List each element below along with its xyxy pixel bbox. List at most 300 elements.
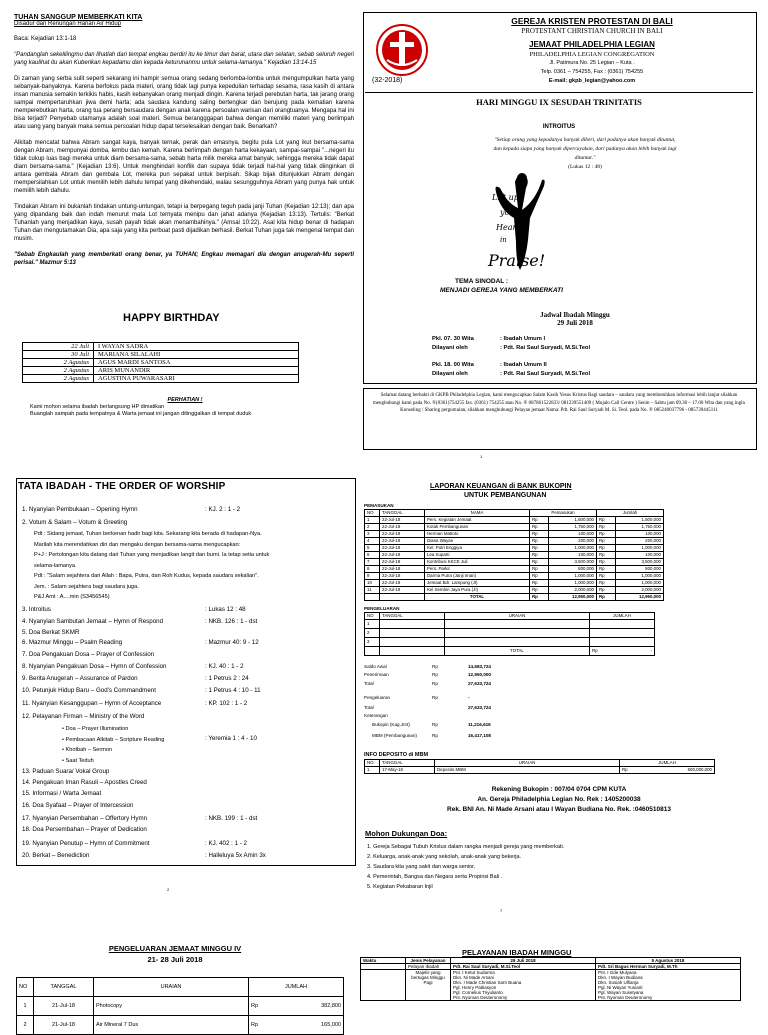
income-cell: 800,000 [616,566,664,573]
income-cell: Pers. Kegiatan Jemaat [425,517,530,524]
income-cell: Rp [597,517,616,524]
income-cell: Rp [597,545,616,552]
summary-value: 14,683,724 [468,664,491,669]
income-total-2: 12,950,000 [616,594,664,601]
income-cell: Rp [597,524,616,531]
expense-no: 2 [17,1016,34,1035]
summary-rp: Rp [432,695,438,700]
votum-line: Pdt : Sidang jemaat, Tuhan berkenan hadir bagi kita. Sekarang kita berada di hadapan-Nya. [34,531,262,537]
income-cell: 1,000,000 [549,545,597,552]
sermon-part: • Pembacaan Alkitab – Scripture Reading [62,736,165,743]
congregation-name: PHILADELPHIA LEGIAN CONGREGATION [529,51,655,58]
prayer-requests-title: Mohon Dukungan Doa: [365,829,448,838]
worship-step: 4. Nyanyian Sambutan Jemaat – Hymn of Respond [22,618,164,625]
church-address: Jl. Patimura No. 25 Legian – Kuta . [549,60,635,66]
votum-line: P&J Amt : A....min (S3456545) [34,594,110,600]
devotion-column [14,14,354,275]
ce-col-amount: JUMLAH [249,978,344,997]
dep-amount-cell [620,767,715,774]
income-cell: 22-Jul-18 [380,517,425,524]
divider [365,92,753,93]
dep-col-desc: URAIAN [435,760,620,767]
col-income: Pemasukan [530,510,597,517]
income-cell: Kontribusi KKCE Juli [425,559,530,566]
birthday-date: 2 Agustus [23,367,94,375]
worship-step: 6. Mazmur Minggu – Psalm Reading [22,639,123,646]
worship-step-ref: : NKB. 126 : 1 - dst [205,618,258,625]
worship-step-ref: : Halleluya 5x Amin 3x [205,852,266,859]
expense-desc: Air Mineral 7 Dus [94,1016,249,1035]
expense-amount-cell [249,997,344,1016]
worship-step: 3. Introitus [22,606,51,613]
summary-label: MBM (Pembangunan) [372,733,417,738]
income-cell: 1,000,000 [616,573,664,580]
summary-value: 27,633,724 [468,681,491,686]
income-cell: 7 [365,559,380,566]
income-cell: Rp [530,524,549,531]
summary-label: Keterangan [364,713,388,718]
ce-col-no: NO [17,978,34,997]
income-row [365,545,664,552]
roster-col-time: Waktu [361,958,406,964]
income-cell: 1,000,000 [549,580,597,587]
birthday-row [23,367,299,375]
church-expenses-title [90,943,260,965]
col-no: NO [365,510,380,517]
devotion-closing: "Sebab Engkaulah yang memberkati orang benar, ya TUHAN; Engkau memagari dia dengan anugerah-Mu seperti perisai." Mazmur 5:13 [14,252,354,266]
expense-no: 1 [17,997,34,1016]
expense-amount-cell [249,1016,344,1035]
sunday-title: HARI MINGGU IX SESUDAH TRINITATIS [476,97,642,107]
service-2-type: : Ibadah Umum II [500,362,547,368]
introitus-label: INTROITUS [542,124,576,130]
art-word-5: Praise! [488,251,546,270]
income-cell: 3,500,000 [616,559,664,566]
roster-type-majelis: Majelis yang bertugas Minggu Pagi [406,970,451,1001]
sermon-part: • Doa – Prayer Illumination [62,726,129,732]
income-cell: 1,500,000 [549,517,597,524]
worship-step: 5. Doa Berkat SKMR [22,629,80,636]
service-roster-table [360,957,741,1001]
exp-total-rp: Rp [592,648,598,653]
exp-col-date: TANGGAL [380,613,445,620]
income-total-rp: Rp [530,594,549,601]
income-table [364,509,664,601]
votum-line: selama-lamanya. [34,562,77,569]
summary-rp: Rp [432,672,438,677]
dep-no: 1 [365,767,380,774]
deposit-table-wrap [364,759,715,774]
expense-desc: Photocopy [94,997,249,1016]
summary-label: Pengeluaran [364,695,391,700]
expense-rp: Rp [251,1022,259,1028]
roster-majelis-1 [451,970,596,1001]
income-cell: 1,500,000 [616,517,664,524]
birthday-row [23,359,299,367]
expense-date: 21-Jul-18 [34,1016,94,1035]
worship-step-ref: : 1 Petrus 2 : 24 [205,675,249,682]
prayer-request: 4. Pemerintah, Bangsa dan Negara serta Propinsi Bali . [367,874,503,880]
majelis-name: Pgl. Cornelius Triyulianto [453,990,503,995]
summary-label: Total [364,705,374,710]
worship-step: 2. Votum & Salam – Votum & Greeting [22,519,128,526]
income-cell: 4 [365,538,380,545]
worship-step: 19. Nyanyian Penutup – Hymn of Commitment [22,840,150,847]
art-word-1: Lift up [492,193,519,202]
tema-label: TEMA SINODAL : [455,278,509,285]
majelis-name: Pnt. Nyoman Deuteronomy [598,995,653,1000]
worship-step: 12. Pelayanan Firman – Ministry of the Word [22,713,145,720]
income-table-wrap [364,509,664,601]
exp-col-no: NO [365,613,380,620]
page-number: 2 [167,887,170,892]
worship-step: 1. Nyanyian Pembukaan – Opening Hymn [22,506,138,513]
income-cell: Rp [530,566,549,573]
schedule-heading [520,311,630,327]
expense-row [17,997,344,1016]
bank-accounts [363,785,755,815]
majelis-name: Pnt. I Ketut Sudarma [453,970,495,975]
income-cell: 22-Jul-18 [380,580,425,587]
income-cell: 22-Jul-18 [380,587,425,594]
sermon-ref: : Yeremia 1 : 4 - 10 [205,735,257,742]
income-row [365,587,664,594]
worship-step: 17. Nyanyian Persembahan – Offertory Hymn [22,815,148,822]
lift-up-hearts-illustration [470,170,570,275]
income-cell: 100,000 [549,552,597,559]
service-1-lead-label: Dilayani oleh [432,345,468,351]
income-cell: 5 [365,545,380,552]
income-cell: 2 [365,524,380,531]
summary-label: Saldo Awal [364,664,387,669]
income-cell: Kel. Putri Enggiya [425,545,530,552]
income-row [365,538,664,545]
votum-line: Jem. : Salam sejahtera bagi saudara juga. [34,583,139,590]
worship-step: 9. Berita Anugerah – Assurance of Pardon [22,675,138,682]
exp-row-no: 2 [365,629,380,638]
dep-date: 17-May-18 [380,767,435,774]
income-total-label: TOTAL [425,594,530,601]
worship-step-ref: : 1 Petrus 4 : 10 - 11 [205,687,261,694]
service-1-lead: : Pdt. Rai Saul Suryadi, M.Si.Teol [500,345,591,351]
devotion-paragraph-1: Di zaman yang serba sulit seperti sekarang ini hampir semua orang sedang berlomba-lomba untuk mengumpulkan harta yang sebanyak-banyaknya. Karena berfokus pada materi, orang tidak lagi punya kepedulian terhadap sesama, rasa kasih di antara insan manusia semakin terkikis habis, kasih kebanyakan orang menjadi dingin. Karena terjadi perebutan harta, tak jarang orang sampai mempertaruhkan jiwa demi harta; ada saudara kandung saling bertengkar dan berujung pada kematian karena memperebutkan harta, orang tua perang bersaudara dengan anak karena persoalan warisan dari orangtuanya. Mengapa hal ini bisa terjadi? Penyebab utamanya adalah soal materi. Semua berangggapan bahwa dengan memiliki materi yang berlimpah atau uang yang banyak maka semua persoalan hidup dapat terselesaikan dengan baik. Benarkah? [14,76,354,130]
dep-col-date: TANGGAL [380,760,435,767]
church-expenses-title-2: 21- 28 Juli 2018 [147,955,203,964]
prayer-request: 1. Gereja Sebagai Tubuh Kristus dalam rangka menjadi gereja yang memberkati. [367,844,565,850]
summary-label: Total [364,681,374,686]
birthday-name: ARIS MUNANDIR [94,367,299,375]
income-cell: Rp [530,552,549,559]
introitus-verse [490,136,680,172]
income-row [365,524,664,531]
birthday-date: 22 Juli [23,343,94,351]
roster-col-date-1: 29 Juli 2018 [451,958,596,964]
worship-step: 14. Pengakuan Iman Rasuli – Apostles Creed [22,779,147,786]
exp-row-no: 1 [365,620,380,629]
income-cell: Kel Sembiri Jaya Pura (JI) [425,587,530,594]
worship-step-ref: : Lukas 12 : 48 [205,606,246,613]
income-cell: 1,000,000 [549,573,597,580]
ce-col-date: TANGGAL [34,978,94,997]
summary-rp: Rp [432,681,438,686]
birthday-row [23,375,299,383]
deposit-table [364,759,715,774]
income-cell: 22-Jul-18 [380,559,425,566]
exp-total-cell [590,647,655,656]
schedule-date: 29 Juli 2018 [557,319,593,327]
income-cell: Rp [530,545,549,552]
col-total: Jumlah [597,510,664,517]
majelis-name: Pgl. Ni Wayan Yuniarti [598,985,643,990]
income-total: 12,950,000 [549,594,597,601]
income-cell: Rp [597,573,616,580]
page-number: 7 [500,908,503,913]
income-cell: 22-Jul-18 [380,552,425,559]
income-cell: 22-Jul-18 [380,531,425,538]
sermon-part: • Khotbah – Sermon [62,747,113,753]
worship-step: 15. Informasi / Warta Jemaat [22,790,102,797]
notice-title: PERHATIAN ! [167,397,203,403]
birthday-name: AGUSTINA PUWARASARI [94,375,299,383]
income-cell: 6 [365,552,380,559]
col-date: TANGGAL [380,510,425,517]
schedule-title: Jadwal Ibadah Minggu [540,311,610,319]
birthday-row [23,351,299,359]
bulletin-number: (32-2018) [372,77,403,84]
income-row [365,573,664,580]
church-email: E-mail: gkpb_legian@yahoo.com [548,78,636,84]
prayer-request: 2. Keluarga, anak-anak yang sekolah, anak-anak yang bekerja. [367,854,522,860]
majelis-name: Dkn. I Made Christian Sarri Buana [453,980,522,985]
roster-cell: Pelayan Ibadah [406,964,451,970]
church-phone: Telp. 0361 – 754255, Fax : (0361) 754255 [540,69,644,75]
votum-line: Pdt : "Salam sejahtera dari Allah : Bapa, Putra, dan Roh Kudus, kepada saudara sekalian". [34,573,259,579]
income-cell: 1 [365,517,380,524]
tema-text: MENJADI GEREJA YANG MEMBERKATI [440,287,563,294]
income-cell: Jemaat Bdr. Lampung (JI) [425,580,530,587]
worship-step: 7. Doa Pengakuan Dosa – Prayer of Confession [22,651,155,658]
income-cell: 8 [365,566,380,573]
income-cell: Rp [597,580,616,587]
church-name-en: PROTESTANT CHRISTIAN CHURCH IN BALI [521,27,663,35]
service-1-time: Pkl. 07. 30 Wita [432,336,474,342]
worship-step: 13. Paduan Suara/ Vokal Group [22,768,110,775]
majelis-name: Dkn. Ni Made Arsani [453,975,495,980]
birthday-name: I WAYAN SADRA [94,343,299,351]
income-cell: Rp [530,559,549,566]
income-cell: 3,500,000 [549,559,597,566]
service-1-type: : Ibadah Umum I [500,336,546,342]
devotion-title: TUHAN SANGGUP MEMBERKATI KITA [14,14,143,21]
expense-table-wrap [364,612,655,656]
income-cell: 1,750,000 [549,524,597,531]
prayer-request: 5. Kegiatan Pekabaran Injil [367,884,433,890]
income-cell: Lea Suparti [425,552,530,559]
summary-rp: Rp [432,722,438,727]
birthday-date: 2 Agustus [23,359,94,367]
income-row [365,531,664,538]
income-cell: Rp [530,531,549,538]
income-cell: 3 [365,531,380,538]
income-cell: 1,000,000 [616,545,664,552]
account-bukopin: Rekening Bukopin : 007/04 0704 CPM KUTA [491,786,627,793]
jemaat-name: JEMAAT PHILADELPHIA LEGIAN [529,40,655,49]
income-cell: Rp [530,538,549,545]
dep-col-no: NO [365,760,380,767]
birthday-date: 2 Agustus [23,375,94,383]
notice [30,397,340,418]
devotion-paragraph-2: Alkitab mencatat bahwa Abram sangat kaya, banyak ternak, perak dan emasnya, begitu pula Lot yang ikut bersama-sama dengan Abram, mempunyai domba, lembu dan kemah. Karena berlimpah dengan harta kekayaan, sampai-sampai "...negeri itu tidak cukup luas bagi mereka untuk diam bersama-sama, sebab harta milik mereka amat banyak, sehingga mereka tidak dapat diam bersama-sama." (Kejadian 13:6). Untuk menghindari konflik dan supaya tidak terjadi hal-hal yang tidak diinginkan di antara gembala Abram dan gembala Lot, mereka pun sepakat untuk berpisah. Sikap bijak ditunjukkan Abram dengan mempersilahkan Lot untuk memilih lebih dahulu tempat yang dikehendaki, walau sesungguhnya Abram yang punya hak untuk memilih lebih dahulu. [14,140,354,194]
col-name: NAMA [425,510,530,517]
income-cell: 11 [365,587,380,594]
income-cell: 10 [365,580,380,587]
birthday-row [23,343,299,351]
church-expenses-title-1: PENGELUARAN JEMAAT MINGGU IV [108,944,242,953]
devotion-quote: "Pandanglah sekelilingmu dan lihatlah dari tempat engkau berdiri itu ke timur dan barat, utara dan selatan, sebab seluruh negeri yang kaulihat itu akan Kuberikan kepadamu dan kepada keturunanmu untuk selama-lamanya." Kejadian 13:14-15 [14,52,354,66]
info-text: Selamat datang berbakti di GKPB Philadelphia Legian, kami mengucapkan Salam Kasih Yesus Kristus Bagi saudara – saudara yang membutuhkan informasi lebih lanjut silahkan menghubungi kami pada No. ®(0361)754255 fax. (0361) 754255 atau No. ® 087861522833/ 081239551409 ( Mujalo Call Centre ) Senin – Sabtu jam 09.30 – 17.00 Wita dan yang ingin Konseling / Sharing pergumulan, silahkan menghubungi Pelayan jemaat Nama: Pdt. Rai Saul Suryadi M. Si. Teol. pada No. ® 085240037796 - 085739445111 [372,393,746,413]
income-cell: Rp [530,587,549,594]
deposit-title: INFO DEPOSITO di MBM [364,752,429,758]
worship-step: 10. Petunjuk Hidup Baru – God's Commandment [22,687,156,694]
church-name: GEREJA KRISTEN PROTESTAN DI BALI [511,16,673,26]
income-cell: Kotak Pembangunan [425,524,530,531]
majelis-name: Pgl. Wayan Susetyana [598,990,644,995]
income-cell: 22-Jul-18 [380,545,425,552]
income-row [365,566,664,573]
exp-total-label: TOTAL [445,647,590,656]
order-of-worship-title: TATA IBADAH - THE ORDER OF WORSHIP [18,481,226,492]
expense-amount: 382,800 [321,1003,341,1009]
birthday-name: MARIANA SILALAHI [94,351,299,359]
income-cell: Darma Putra (Janji Iman) [425,573,530,580]
exp-total: - [650,648,652,653]
majelis-name: Pnt. Nyoman Deuteronomy [453,995,508,1000]
income-cell: 100,000 [549,531,597,538]
service-roster-title: PELAYANAN IBADAH MINGGU [462,948,572,957]
introitus-ref: (Lukas 12 : 48) [568,164,602,170]
roster-leader-2: Pdt. Sri Bagus Herman Suryadi, M.Th [596,964,741,970]
sermon-part: • Saat Teduh [62,757,94,764]
account-bni: Rek. BNI An. Ni Made Arsani atau I Wayan Budiana No. Rek. :0460510813 [447,806,671,813]
devotion-paragraph-3: Tindakan Abram ini bukanlah tindakan untung-untungan, tetapi ia berpegang teguh pada janji Tuhan (Kejadian 12:13); dan apa yang dipandang baik dan indah menurut mata Lot ternyata menipu dan jahat adanya (Kejadian 13:13). Tertulis: "Berkat Tuhanlah yang menjadikan kaya, susah payah tidak akan menambahinya." (Amsal 10:22). Asal kita hidup benar di hadapan Tuhan dan mengutamakan Dia, apa saja yang kita perbuat pasti dijadikan berhasil. Berkat Tuhan juga tak mengenal tempat dan musim. [14,204,354,242]
birthday-name: AGUS MARDI SANTOSA [94,359,299,367]
votum-line: Marilah kita merendahkan diri dan mengaku dengan bersama-sama mengucapkan: [34,541,241,548]
exp-row-no: 3 [365,638,380,647]
income-cell: 22-Jul-18 [380,524,425,531]
income-cell: Diana Wayan [425,538,530,545]
income-cell: 22-Jul-18 [380,538,425,545]
art-word-3: Hearts [496,223,524,232]
income-cell: Rp [597,552,616,559]
worship-step: 16. Doa Syafaat – Prayer of Intercession [22,802,134,809]
art-word-4: in [500,236,507,244]
income-cell: 200,000 [549,538,597,545]
income-cell: Rp [597,538,616,545]
majelis-name: Dkn. I Wayan Budiana [598,975,643,980]
income-cell: Rp [597,566,616,573]
income-cell: 100,000 [616,531,664,538]
majelis-name: Pgl. Henry Pattiasyon [453,985,497,990]
devotion-reading: Baca: Kejadian 13:1-18 [14,36,77,42]
worship-step: 11. Nyanyian Kesanggupan – Hymn of Acceptance [22,700,162,707]
finance-report-title: LAPORAN KEUANGAN di BANK BUKOPIN [430,483,572,490]
dep-rp: Rp [622,767,628,772]
worship-step-ref: : NKB. 199 : 1 - dst [205,815,258,822]
summary-value: - [468,695,470,700]
art-word-2: your [500,208,519,217]
income-cell: Rp [530,517,549,524]
notice-line-2: Buanglah sampah pada tempatnya & Warta jemaat ini jangan ditinggalkan di tempat duduk [30,411,252,417]
summary-label: Bukopin (Kag.Jmt) [372,722,410,727]
service-2-time: Pkl. 18. 00 Wita [432,362,474,368]
prayer-request: 3. Saudara kita yang sakit dan warga senior. [367,864,476,870]
income-cell: 2,000,000 [549,587,597,594]
exp-col-amount: JUMLAH [590,613,655,620]
worship-step-ref: : KP. 102 : 1 - 2 [205,700,248,707]
expense-label: PENGELUARAN [364,606,400,611]
notice-line-1: Kami mohon selama ibadah berlangsung HP dimatikan [30,404,165,410]
income-cell: 100,000 [616,552,664,559]
worship-step: 20. Berkat – Benediction [22,852,90,859]
income-cell: Rp [597,587,616,594]
ce-col-desc: URAIAN [94,978,249,997]
summary-value: 16,417,108 [468,733,491,738]
income-label: PEMASUKAN [364,503,394,508]
birthday-title: HAPPY BIRTHDAY [123,312,220,324]
expense-table [364,612,655,656]
exp-col-desc: URAIAN [445,613,590,620]
income-cell: Pers. Parkir [425,566,530,573]
income-cell: 22-Jul-18 [380,566,425,573]
page-number: 1 [480,454,483,459]
majelis-name: Dkn. Susiah Ulfianja [598,980,639,985]
expense-date: 21-Jul-18 [34,997,94,1016]
worship-step: 18. Doa Persembahan – Prayer of Dedication [22,826,147,833]
income-cell: 9 [365,573,380,580]
worship-step-ref: : KJ. 40 : 1 - 2 [205,663,244,670]
service-2-lead-label: Dilayani oleh [432,371,468,377]
summary-rp: Rp [432,733,438,738]
roster-col-type: Jenis Pelayanan [406,958,451,964]
income-cell: 2,000,000 [616,587,664,594]
votum-line: P+J : Pertolongan kita datang dari Tuhan yang menjadikan langit dan bumi. Ia tetap setia untuk [34,552,270,558]
income-cell: Rp [597,559,616,566]
worship-step-ref: : Mazmur 40: 9 - 12 [205,639,259,646]
roster-col-date-2: 5 Agustus 2018 [596,958,741,964]
prayer-requests-list [367,842,564,892]
dep-desc: Deposito MBM [435,767,620,774]
dep-col-amount: JUMLAH [620,760,715,767]
devotion-subtitle: Disadur dan Renungan Harian Air Hidup [14,21,122,27]
income-total-rp-2: Rp [597,594,616,601]
income-cell: 800,000 [549,566,597,573]
income-cell: Rp [530,573,549,580]
birthday-table [22,342,299,383]
summary-rp: Rp [432,664,438,669]
birthday-date: 30 Juli [23,351,94,359]
income-cell: 200,000 [616,538,664,545]
income-cell: Herman Mattoto [425,531,530,538]
income-cell: 1,750,000 [616,524,664,531]
majelis-name: Pnt. I Gde Mulyana [598,970,637,975]
income-cell: 1,000,000 [616,580,664,587]
summary-value: 27,633,724 [468,705,491,710]
summary-value: 12,950,000 [468,672,491,677]
expense-row [17,1016,344,1035]
income-row [365,580,664,587]
summary-value: 11,216,616 [468,722,491,727]
account-name: An. Gereja Philadelphia Legian No. Rek : 1405200038 [477,796,641,803]
